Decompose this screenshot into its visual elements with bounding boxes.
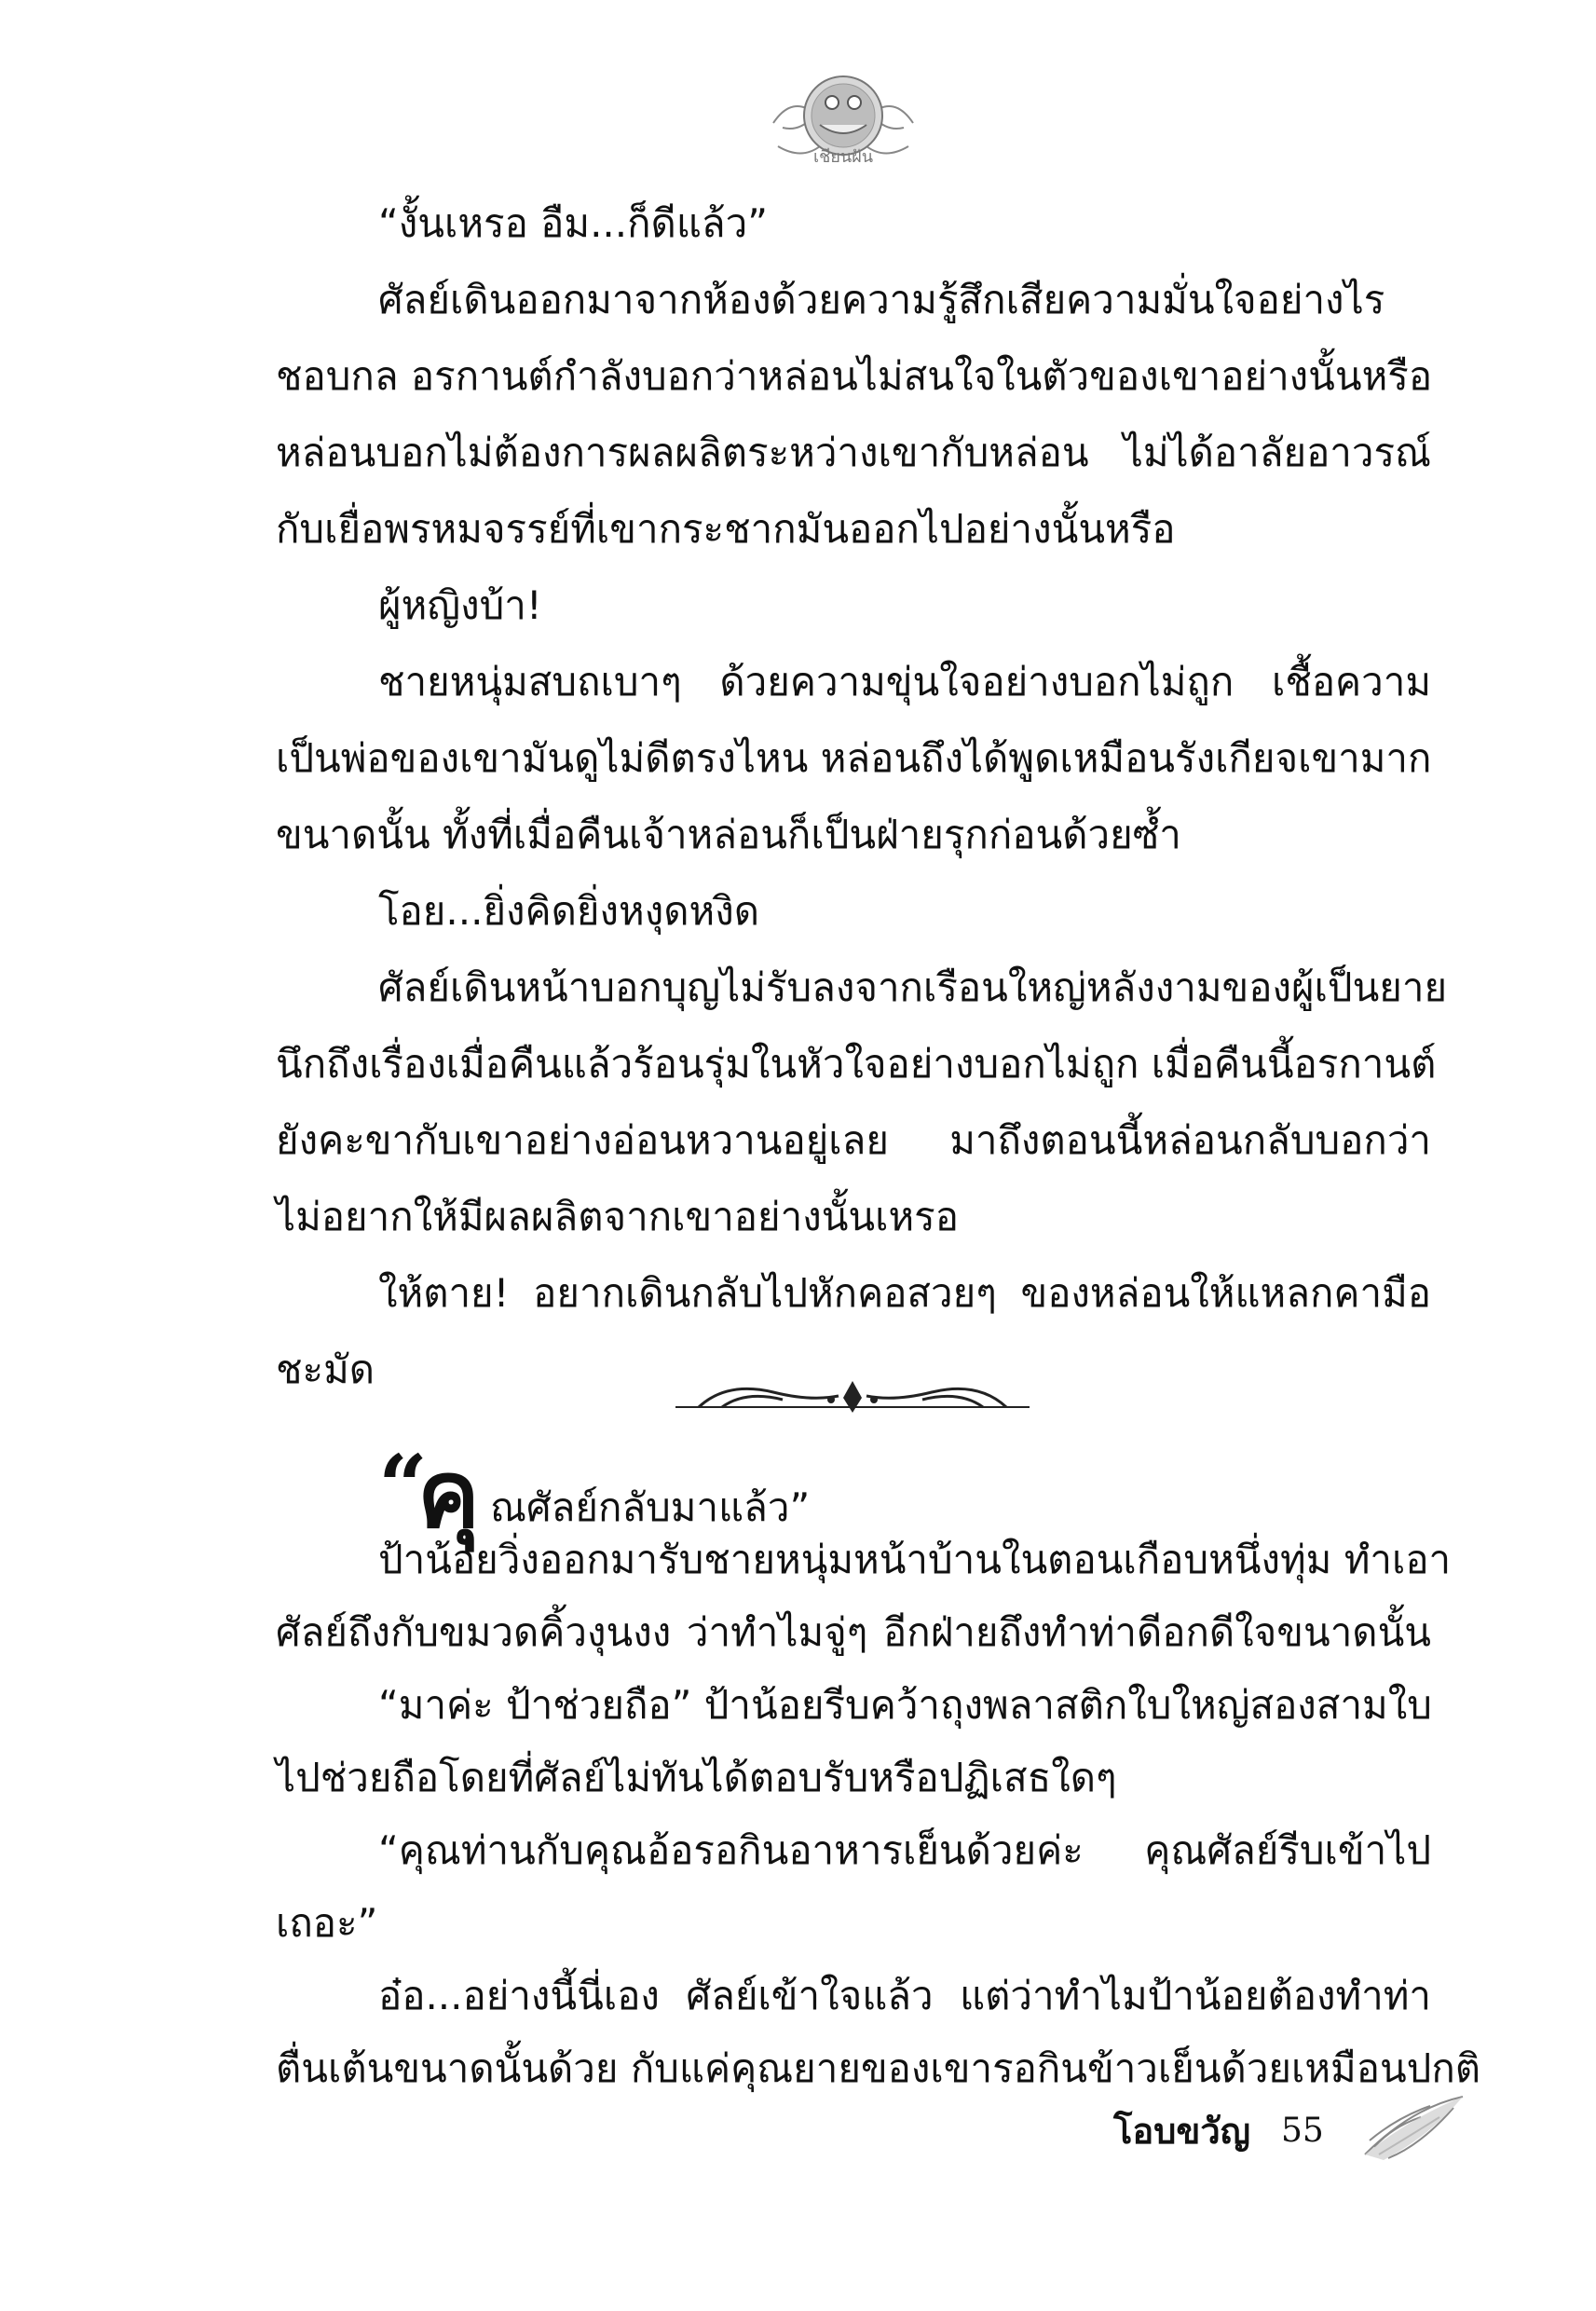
text-line: ผู้หญิงบ้า! xyxy=(378,582,542,628)
feather-icon xyxy=(1356,2089,1467,2164)
page-number: 55 xyxy=(1281,2112,1324,2150)
text-line: ให้ตาย! อยากเดินกลับไปหักคอสวยๆ ของหล่อนให้แหลกคามือ xyxy=(378,1270,1431,1316)
text-line: “งั้นเหรอ อืม...ก็ดีแล้ว” xyxy=(378,200,768,246)
text-line: ขนาดนั้น ทั้งที่เมื่อคืนเจ้าหล่อนก็เป็นฝ่ายรุกก่อนด้วยซ้ำ xyxy=(276,812,1181,857)
text-line: ไม่อยากให้มีผลผลิตจากเขาอย่างนั้นเหรอ xyxy=(276,1194,959,1239)
text-line: เถอะ” xyxy=(276,1900,378,1946)
book-title: โอบขวัญ xyxy=(1113,2111,1251,2152)
text-line: โอย...ยิ่งคิดยิ่งหงุดหงิด xyxy=(378,888,759,934)
text-line: ตื่นเต้นขนาดนั้นด้วย กับแค่คุณยายของเขารอกินข้าวเย็นด้วยเหมือนปกติ xyxy=(276,2045,1481,2091)
text-line: เป็นพ่อของเขามันดูไม่ดีตรงไหน หล่อนถึงได้พูดเหมือนรังเกียจเขามาก xyxy=(276,735,1432,781)
text-line: ชายหนุ่มสบถเบาๆ ด้วยความขุ่นใจอย่างบอกไม่ถูก เชื้อความ xyxy=(378,659,1431,704)
scene-break-ornament-icon xyxy=(671,1372,1034,1424)
text-line: “มาค่ะ ป้าช่วยถือ” ป้าน้อยรีบคว้าถุงพลาสติกใบใหญ่สองสามใบ xyxy=(378,1682,1432,1728)
text-line: นึกถึงเรื่องเมื่อคืนแล้วร้อนรุ่มในหัวใจอย่างบอกไม่ถูก เมื่อคืนนี้อรกานต์ xyxy=(276,1041,1437,1087)
text-line: ไปช่วยถือโดยที่ศัลย์ไม่ทันได้ตอบรับหรือปฏิเสธใดๆ xyxy=(276,1755,1117,1800)
text-line: ศัลย์เดินหน้าบอกบุญไม่รับลงจากเรือนใหญ่หลังงามของผู้เป็นยาย xyxy=(378,964,1448,1010)
text-line: หล่อนบอกไม่ต้องการผลผลิตระหว่างเขากับหล่อน ไม่ได้อาลัยอาวรณ์ xyxy=(276,430,1431,475)
text-line: ชะมัด xyxy=(276,1347,375,1392)
dropcap-quote: “ xyxy=(378,1436,428,1537)
dropcap-letter: คุ xyxy=(417,1440,480,1549)
text-line: อ๋อ...อย่างนี้นี่เอง ศัลย์เข้าใจแล้ว แต่ว่าทำไมป้าน้อยต้องทำท่า xyxy=(378,1973,1431,2018)
emblem-text: เชียนฝัน xyxy=(812,147,874,167)
text-line: ป้าน้อยวิ่งออกมารับชายหนุ่มหน้าบ้านในตอนเกือบหนึ่งทุ่ม ทำเอา xyxy=(378,1537,1452,1582)
publisher-emblem-icon xyxy=(764,58,922,179)
text-line: ชอบกล อรกานต์กำลังบอกว่าหล่อนไม่สนใจในตัวของเขาอย่างนั้นหรือ xyxy=(276,353,1433,399)
text-line: ยังคะขากับเขาอย่างอ่อนหวานอยู่เลย มาถึงตอนนี้หล่อนกลับบอกว่า xyxy=(276,1117,1431,1163)
text-line: “คุณท่านกับคุณอ้อรอกินอาหารเย็นด้วยค่ะ คุณศัลย์รีบเข้าไป xyxy=(378,1827,1431,1873)
text-line: ศัลย์ถึงกับขมวดคิ้วงุนงง ว่าทำไมจู่ๆ อีกฝ่ายถึงทำท่าดีอกดีใจขนาดนั้น xyxy=(276,1609,1431,1655)
text-line: ศัลย์เดินออกมาจากห้องด้วยความรู้สึกเสียความมั่นใจอย่างไร xyxy=(378,277,1385,322)
dropcap-rest: ณศัลย์กลับมาแล้ว” xyxy=(490,1484,811,1530)
text-line: กับเยื่อพรหมจรรย์ที่เขากระชากมันออกไปอย่างนั้นหรือ xyxy=(276,506,1176,552)
